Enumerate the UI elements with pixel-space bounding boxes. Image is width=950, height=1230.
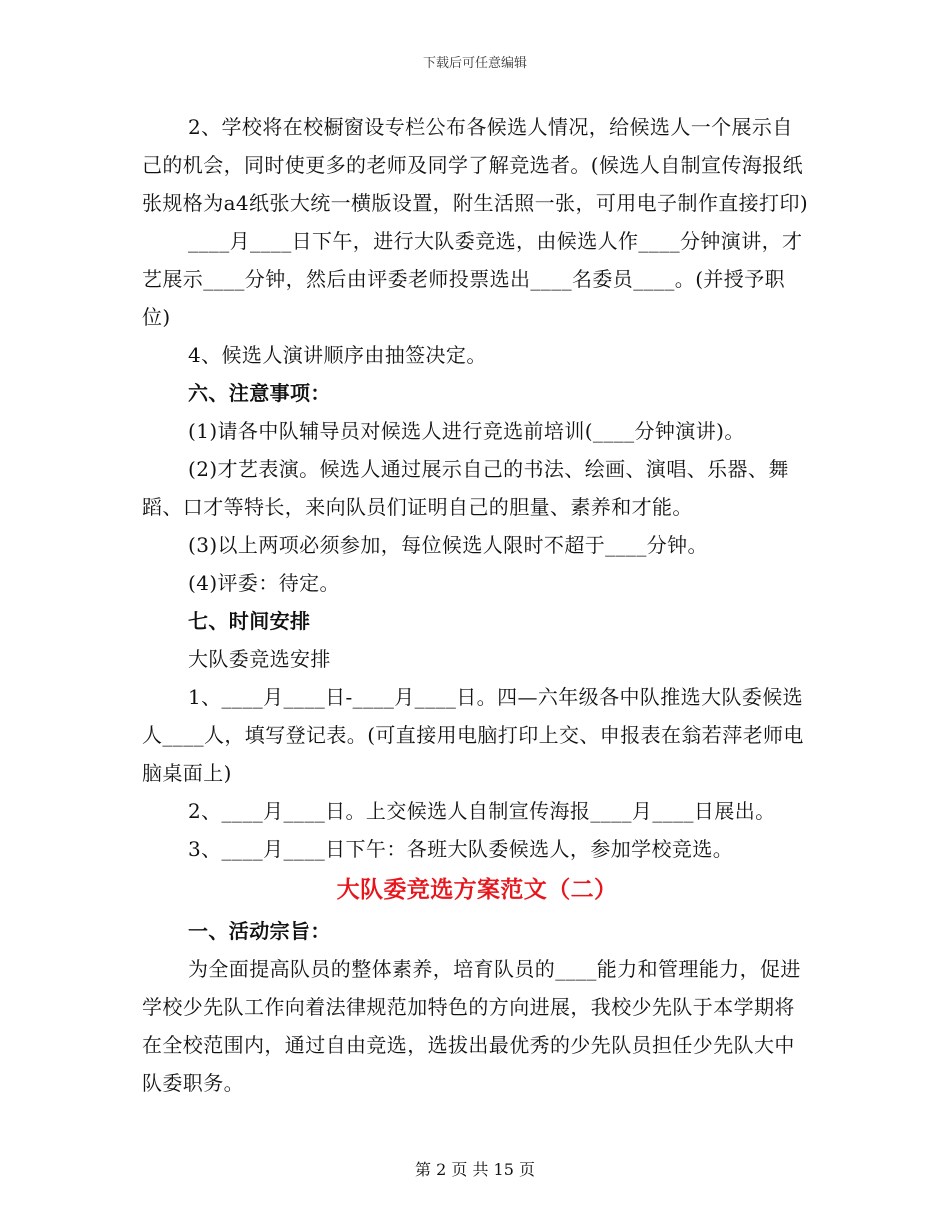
paragraph-election-schedule: ____月____日下午，进行大队委竞选，由候选人作____分钟演讲，才艺展示____分钟，然后由评委老师投票选出____名委员____。(并授予职位) xyxy=(142,229,803,329)
note-3: (3)以上两项必须参加，每位候选人限时不超于____分钟。 xyxy=(188,533,708,557)
subheading-election-arrangement: 大队委竞选安排 xyxy=(188,647,331,671)
heading-time-schedule: 七、时间安排 xyxy=(188,609,311,633)
paragraph-item-4: 4、候选人演讲顺序由抽签决定。 xyxy=(188,343,487,367)
section-title: 大队委竞选方案范文（二） xyxy=(336,876,618,903)
paragraph-activity-purpose: 为全面提高队员的整体素养，培育队员的____能力和管理能力，促进学校少先队工作向着法律规范加特色的方向进展，我校少先队于本学期将在全校范围内，通过自由竞选，选拔出最优秀的少先队员担任少先队大中队委职务。 xyxy=(142,957,801,1095)
schedule-item-3: 3、____月____日下午：各班大队委候选人，参加学校竞选。 xyxy=(188,837,734,861)
heading-activity-purpose: 一、活动宗旨： xyxy=(188,919,331,943)
heading-notes: 六、注意事项： xyxy=(188,381,331,405)
page-header: 下载后可任意编辑 xyxy=(422,56,527,71)
page-footer: 第 2 页 共 15 页 xyxy=(415,1160,535,1179)
paragraph-item-2: 2、学校将在校橱窗设专栏公布各候选人情况，给候选人一个展示自己的机会，同时使更多的老师及同学了解竞选者。(候选人自制宣传海报纸张规格为a4纸张大统一横版设置，附生活照一张，可用电子制作直接打印) xyxy=(142,115,809,215)
note-2: (2)才艺表演。候选人通过展示自己的书法、绘画、演唱、乐器、舞蹈、口才等特长，来向队员们证明自己的胆量、素养和才能。 xyxy=(142,457,789,519)
schedule-item-2: 2、____月____日。上交候选人自制宣传海报____月____日展出。 xyxy=(188,799,776,823)
document-body xyxy=(142,108,812,1102)
schedule-item-1: 1、____月____日-____月____日。四—六年级各中队推选大队委候选人____人，填写登记表。(可直接用电脑打印上交、申报表在翁若萍老师电脑桌面上) xyxy=(142,685,804,785)
note-1: (1)请各中队辅导员对候选人进行竞选前培训(____分钟演讲)。 xyxy=(188,419,745,443)
note-4: (4)评委：待定。 xyxy=(188,571,340,595)
